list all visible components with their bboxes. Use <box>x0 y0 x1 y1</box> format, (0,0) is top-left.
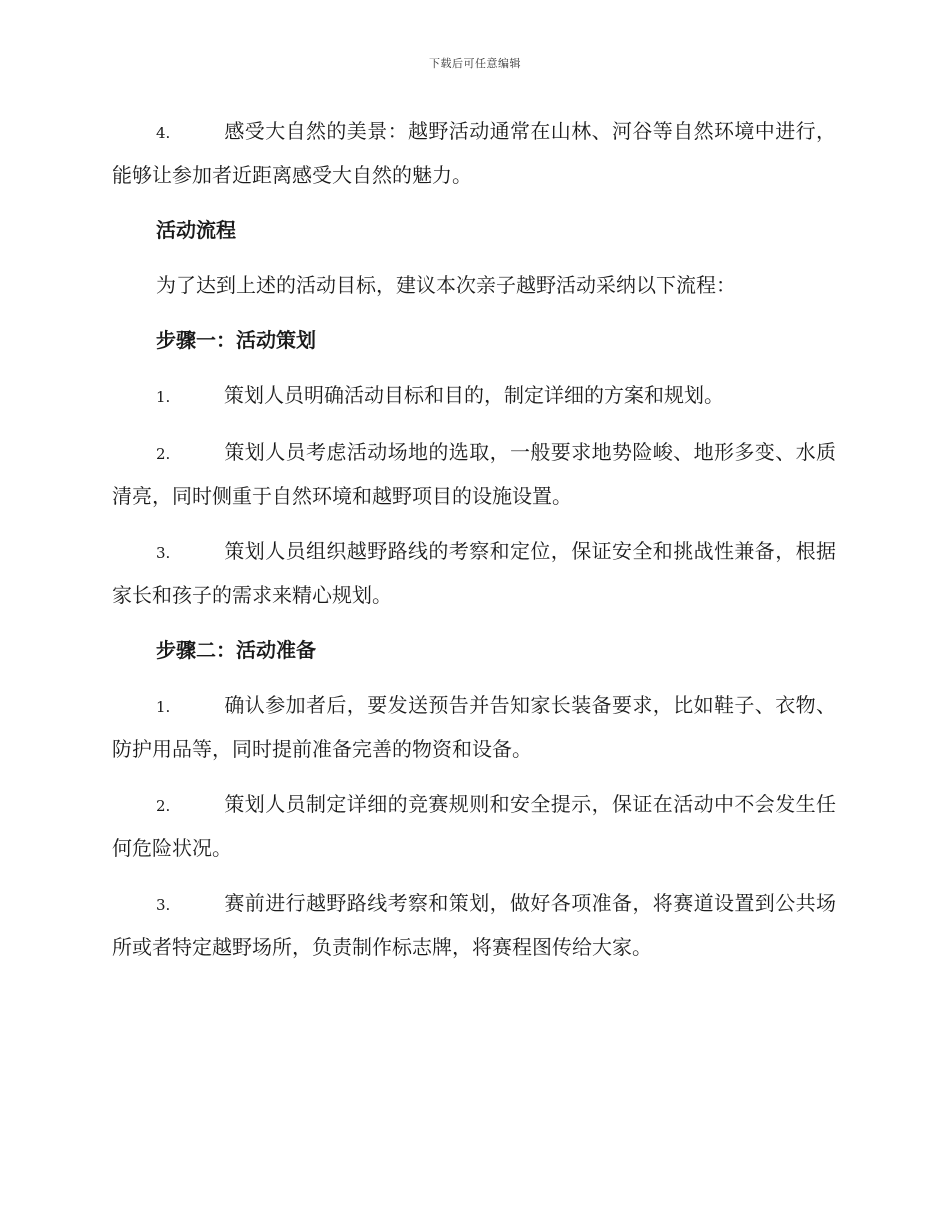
page-header: 下载后可任意编辑 <box>429 57 521 70</box>
list-item <box>112 530 836 616</box>
list-item-text: 策划人员组织越野路线的考察和定位，保证安全和挑战性兼备，根据家长和孩子的需求来精心规划。 <box>112 539 836 607</box>
list-item <box>112 110 836 196</box>
list-item-text: 确认参加者后，要发送预告并告知家长装备要求，比如鞋子、衣物、防护用品等，同时提前准备完善的物资和设备。 <box>112 693 836 761</box>
list-item-text: 策划人员制定详细的竞赛规则和安全提示，保证在活动中不会发生任何危险状况。 <box>112 792 836 860</box>
document-body <box>112 110 836 981</box>
list-item-number: 3. <box>156 896 171 914</box>
flow-intro-paragraph: 为了达到上述的活动目标，建议本次亲子越野活动采纳以下流程： <box>156 273 736 297</box>
section-heading-flow: 活动流程 <box>156 218 236 242</box>
list-item-text: 策划人员考虑活动场地的选取，一般要求地势险峻、地形多变、水质清亮，同时侧重于自然环境和越野项目的设施设置。 <box>112 440 836 508</box>
list-item-number: 4. <box>156 124 171 142</box>
list-item <box>112 374 836 418</box>
list-item-number: 2. <box>156 445 171 463</box>
list-item <box>112 783 836 869</box>
list-item-number: 3. <box>156 544 171 562</box>
section-heading-step1: 步骤一：活动策划 <box>156 328 316 352</box>
list-item-number: 1. <box>156 698 171 716</box>
list-item <box>112 684 836 770</box>
list-item-text: 感受大自然的美景：越野活动通常在山林、河谷等自然环境中进行，能够让参加者近距离感受大自然的魅力。 <box>112 119 836 187</box>
list-item-number: 1. <box>156 388 171 406</box>
section-heading-step2: 步骤二：活动准备 <box>156 638 316 662</box>
list-item <box>112 431 836 517</box>
list-item-text: 策划人员明确活动目标和目的，制定详细的方案和规划。 <box>224 383 724 407</box>
list-item-text: 赛前进行越野路线考察和策划，做好各项准备，将赛道设置到公共场所或者特定越野场所，负责制作标志牌，将赛程图传给大家。 <box>112 891 836 959</box>
list-item <box>112 882 836 968</box>
list-item-number: 2. <box>156 797 171 815</box>
